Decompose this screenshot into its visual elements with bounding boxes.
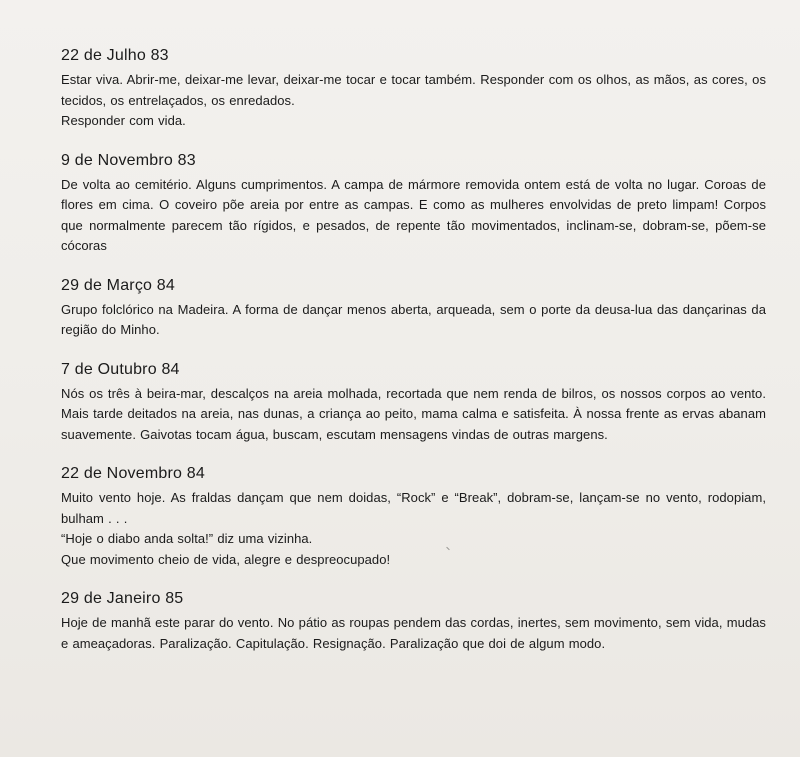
entry-date: 29 de Janeiro 85 xyxy=(61,590,184,607)
entry-date: 7 de Outubro 84 xyxy=(61,360,180,378)
entry-body xyxy=(61,175,766,257)
entry-date: 9 de Novembro 83 xyxy=(61,151,196,169)
entry-body xyxy=(61,70,766,132)
entry-body xyxy=(61,613,766,654)
entry-paragraph: Muito vento hoje. As fraldas dançam que nem doidas, “Rock” e “Break”, dobram-se, lançam-se no vento, rodopiam, bulham . . . xyxy=(61,490,766,526)
entry-paragraph: De volta ao cemitério. Alguns cumprimentos. A campa de mármore removida ontem está de volta no lugar. Coroas de flores em cima. O coveiro põe areia por entre as campas. E como as mulheres envolvidas de preto limpam! Corpos que normalmente parecem tão rígidos, e pesados, de repente tão movimentados, inclinam-se, dobram-se, põem-se cócoras xyxy=(61,176,766,253)
entry-paragraph: Grupo folclórico na Madeira. A forma de dançar menos aberta, arqueada, sem o porte da deusa-lua das dançarinas da região do Minho. xyxy=(61,301,766,337)
diary-entry xyxy=(61,276,766,341)
entry-paragraph: Que movimento cheio de vida, alegre e despreocupado! xyxy=(61,551,391,567)
entry-body xyxy=(61,300,766,341)
diary-entry xyxy=(61,151,766,257)
entry-body xyxy=(61,488,766,570)
entry-paragraph: “Hoje o diabo anda solta!” diz uma vizinha. xyxy=(61,531,313,546)
diary-entry xyxy=(61,464,766,570)
entry-body xyxy=(61,384,766,446)
diary-entry xyxy=(61,589,766,654)
entry-paragraph: Hoje de manhã este parar do vento. No pátio as roupas pendem das cordas, inertes, sem movimento, sem vida, mudas e ameaçadoras. Paralização. Capitulação. Resignação. Paralização que doi de algum modo. xyxy=(61,615,766,651)
entry-date: 22 de Julho 83 xyxy=(61,47,169,64)
entry-paragraph: Estar viva. Abrir-me, deixar-me levar, deixar-me tocar e tocar também. Responder com os olhos, as mãos, as cores, os tecidos, os entrelaçados, os enredados. xyxy=(61,72,766,108)
entry-paragraph: Nós os três à beira-mar, descalços na areia molhada, recortada que nem renda de bilros, os nossos corpos ao vento. Mais tarde deitados na areia, nas dunas, a criança ao peito, mama calma e satisfeita. À nossa frente as ervas abanam suavemente. Gaivotas tocam água, buscam, escutam mensagens vindas de outras margens. xyxy=(61,385,766,442)
diary-entry xyxy=(61,46,766,132)
entry-paragraph: Responder com vida. xyxy=(61,113,186,128)
diary-entry xyxy=(61,360,766,446)
entry-date: 29 de Março 84 xyxy=(61,276,175,294)
entry-date: 22 de Novembro 84 xyxy=(61,465,205,482)
